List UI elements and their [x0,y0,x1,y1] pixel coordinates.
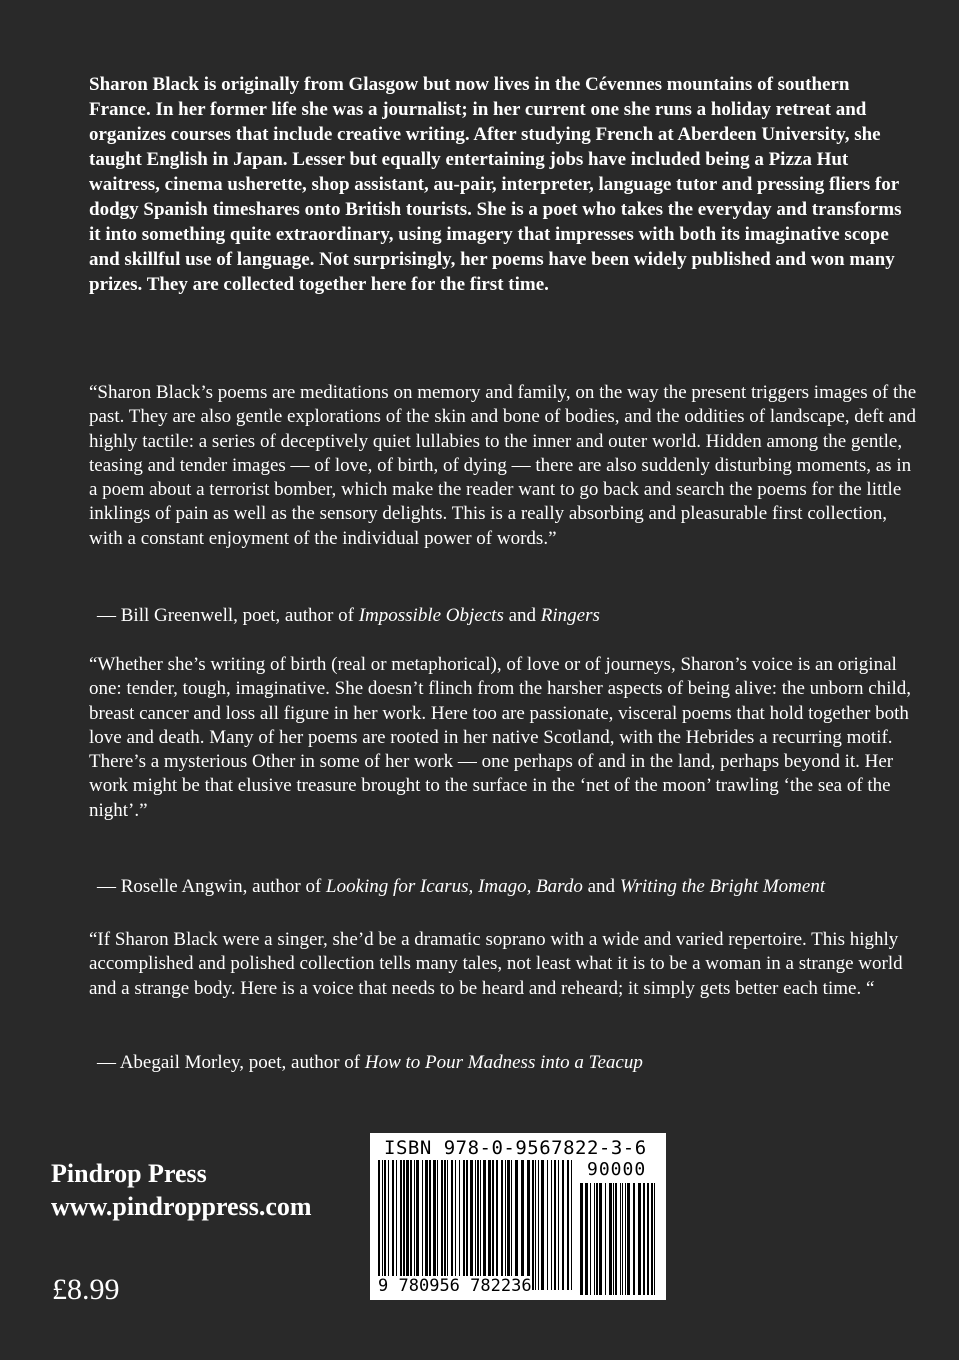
barcode-addon-bars-icon [580,1183,660,1295]
price: £8.99 [52,1273,120,1306]
attribution-angwin: — Roselle Angwin, author of Looking for Icarus, Imago, Bardo and Writing the Bright Moment [97,876,826,897]
blurb-morley: “If Sharon Black were a singer, she’d be a dramatic soprano with a wide and varied repertoire. This highly accomplished and polished collection tells many tales, not least what it is to be a woman in a strange world and a strange body. Here is a voice that needs to be heard and reheard; it simply gets better each time. “ [89,929,903,999]
barcode-bars-icon [378,1160,573,1290]
attribution-greenwell: — Bill Greenwell, poet, author of Impossible Objects and Ringers [97,605,600,626]
publisher-url: www.pindroppress.com [51,1192,312,1221]
publisher-name: Pindrop Press [51,1159,207,1188]
isbn-label: ISBN 978-0-9567822-3-6 [384,1137,647,1159]
blurb-angwin: “Whether she’s writing of birth (real or metaphorical), of love or of journeys, Sharon’s voice is an original one: tender, tough, imaginative. She doesn’t flinch from the harsher aspects of being alive: the unborn child, breast cancer and loss all figure in her work. Here too are passionate, visceral poems that hold together both love and death. Many of her poems are rooted in her native Scotland, with the Hebrides a recurring motif. There’s a mysterious Other in some of her work — one perhaps of and in the land, perhaps beyond it. Her work might be that elusive treasure brought to the surface in the ‘net of the moon’ trawling ‘the sea of the night’.” [89,654,912,821]
isbn-barcode [370,1133,666,1300]
blurb-greenwell: “Sharon Black’s poems are meditations on memory and family, on the way the present triggers images of the past. They are also gentle explorations of the skin and bone of bodies, and the oddities of landscape, deft and highly tactile: a series of deceptively quiet lullabies to the inner and outer world. Hidden among the gentle, teasing and tender images — of love, of birth, of dying — there are also suddenly disturbing moments, as in a poem about a terrorist bomber, which make the reader want to go back and search the poems for the little inklings of pain as well as the sensory delights. This is a really absorbing and pleasurable first collection, with a constant enjoyment of the individual power of words.” [89,382,917,549]
publisher-block [51,1157,312,1223]
attribution-morley: — Abegail Morley, poet, author of How to Pour Madness into a Teacup [97,1052,643,1073]
barcode-addon-code: 90000 [587,1159,647,1180]
barcode-digits: 9 780956 782236 [378,1276,532,1296]
author-bio: Sharon Black is originally from Glasgow but now lives in the Cévennes mountains of southern France. In her former life she was a journalist; in her current one she runs a holiday retreat and organizes courses that include creative writing. After studying French at Aberdeen University, she taught English in Japan. Lesser but equally entertaining jobs have included being a Pizza Hut waitress, cinema usherette, shop assistant, au-pair, interpreter, language tutor and pressing fliers for dodgy Spanish timeshares onto British tourists. She is a poet who takes the everyday and transforms it into something quite extraordinary, using imagery that impresses with both its imaginative scope and skillful use of language. Not surprisingly, her poems have been widely published and won many prizes. They are collected together here for the first time. [89,74,902,295]
